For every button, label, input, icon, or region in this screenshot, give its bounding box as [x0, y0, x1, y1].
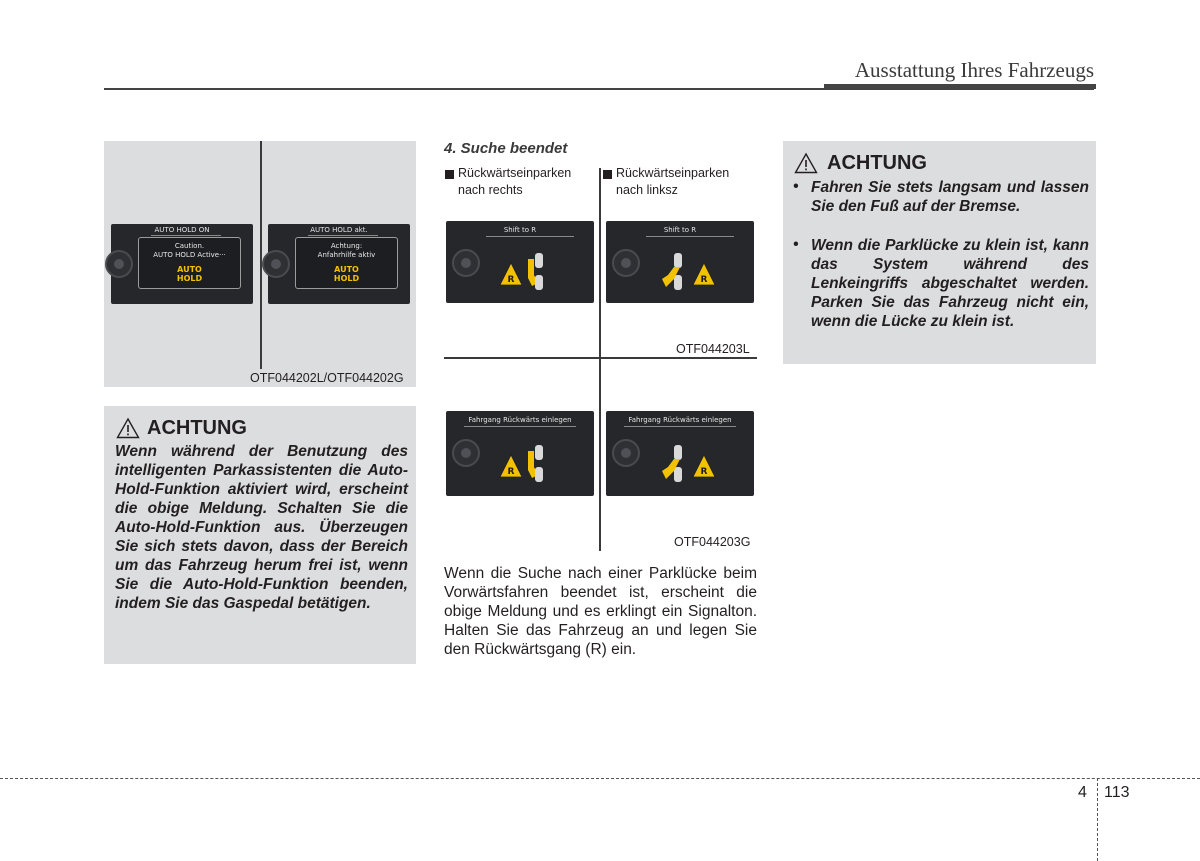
section-body-text: Wenn die Suche nach einer Parklücke beim Vorwärtsfahren beendet ist, erscheint die obige Meldung und es erklingt ein Signalton. Halten Sie das Fahrzeug an und legen Sie den Rückwärtsgang (R) ein.: [444, 565, 757, 658]
bullet-dot: •: [793, 236, 799, 253]
warning-title: ACHTUNG: [147, 417, 247, 439]
display-title-underline: [646, 236, 734, 237]
display-message-box: [138, 237, 241, 289]
auto-hold-badge-line1: AUTO: [177, 265, 202, 274]
label-left-parking: [616, 165, 729, 199]
page-header-title: Ausstattung Ihres Fahrzeugs: [854, 58, 1094, 82]
park-display-top-left-parking: [606, 221, 754, 303]
label-left-line1: Rückwärtseinparken: [616, 166, 730, 180]
warning-title: ACHTUNG: [827, 152, 927, 174]
display-title-underline: [151, 235, 221, 236]
bullet-dot: •: [793, 178, 799, 195]
auto-hold-badge-line1: AUTO: [334, 265, 359, 274]
warning-bullet-text: Wenn die Parklücke zu klein ist, kann das System während des Lenkeingriffs abgeschaltet werden. Parken Sie das Fahrzeug nicht ein, wenn die Lücke zu klein ist.: [811, 237, 1089, 330]
label-left-line2: nach linksz: [616, 183, 678, 197]
display-message-line1: Achtung:: [330, 242, 363, 250]
display-message-line2: Anfahrhilfe aktiv: [317, 251, 376, 259]
display-title-underline: [464, 426, 576, 427]
park-display-bottom-right-parking: [446, 411, 594, 496]
display-title: Fahrgang Rückwärts einlegen: [628, 416, 732, 424]
dial-icon: [452, 249, 480, 277]
square-bullet-icon: [445, 170, 454, 179]
display-title: Shift to R: [503, 226, 537, 234]
auto-hold-display-en: [111, 224, 253, 304]
footer-dashed-rule: [0, 778, 1200, 779]
car-top-icon: [535, 467, 543, 482]
label-right-line1: Rückwärtseinparken: [458, 166, 572, 180]
display-title: AUTO HOLD ON: [154, 226, 210, 234]
label-right-line2: nach rechts: [458, 183, 523, 197]
park-display-top-right-parking: [446, 221, 594, 303]
car-top-icon: [674, 253, 682, 268]
auto-hold-display-de: [268, 224, 410, 304]
figure-caption: OTF044202L/OTF044202G: [250, 371, 404, 385]
dial-icon: [612, 439, 640, 467]
gear-r-letter: R: [507, 467, 515, 477]
display-title-underline: [308, 235, 378, 236]
car-top-icon: [535, 253, 543, 268]
display-title: AUTO HOLD akt.: [310, 226, 368, 234]
car-top-icon: [535, 275, 543, 290]
figure-grid-hline: [444, 357, 757, 359]
label-right-parking: [458, 165, 571, 199]
warning-text: Wenn während der Benutzung des intelligenten Parkassistenten die Auto-Hold-Funktion aktiviert wird, erscheint die obige Meldung. Schalten Sie die Auto-Hold-Funktion aus. Überzeugen Sie sich stets davon, dass der Bereich um das Fahrzeug herum frei ist, wenn Sie die Auto-Hold-Funktion beenden, indem Sie das Gaspedal betätigen.: [115, 443, 408, 612]
display-message-line2: AUTO HOLD Active···: [153, 251, 226, 259]
auto-hold-badge-line2: HOLD: [333, 274, 360, 283]
dial-icon: [105, 250, 133, 278]
dial-icon: [452, 439, 480, 467]
parking-scene: [652, 245, 722, 297]
warning-triangle-icon: [794, 152, 818, 174]
section-heading: 4. Suche beendet: [444, 140, 568, 157]
chapter-number: 4: [1078, 784, 1087, 801]
parking-scene: [498, 245, 558, 297]
warning-bullet-text: Fahren Sie stets langsam und lassen Sie den Fuß auf der Bremse.: [811, 179, 1089, 215]
display-title-underline: [486, 236, 574, 237]
dial-icon: [262, 250, 290, 278]
display-title: Fahrgang Rückwärts einlegen: [468, 416, 572, 424]
display-message-box: [295, 237, 398, 289]
park-display-bottom-left-parking: [606, 411, 754, 496]
gear-r-letter: R: [507, 275, 515, 285]
header-rule-accent: [824, 84, 1096, 89]
figure-caption-top: OTF044203L: [676, 342, 750, 356]
warning-triangle-icon: [116, 417, 140, 439]
figure-caption-bottom: OTF044203G: [674, 535, 751, 549]
car-top-icon: [535, 445, 543, 460]
car-top-icon: [674, 445, 682, 460]
parking-scene: [652, 437, 722, 489]
figure-grid-vline: [599, 168, 601, 551]
display-title-underline: [624, 426, 736, 427]
dial-icon: [612, 249, 640, 277]
square-bullet-icon: [603, 170, 612, 179]
figure-divider: [260, 141, 262, 369]
gear-r-letter: R: [700, 467, 708, 477]
page-number: 113: [1104, 784, 1130, 801]
display-message-line1: Caution.: [174, 242, 205, 250]
auto-hold-badge-line2: HOLD: [176, 274, 203, 283]
display-title: Shift to R: [663, 226, 697, 234]
figure-auto-hold-panel: [104, 141, 416, 387]
parking-scene: [498, 437, 558, 489]
footer-dashed-divider: [1097, 778, 1098, 861]
car-top-icon: [674, 467, 682, 482]
car-top-icon: [674, 275, 682, 290]
gear-r-letter: R: [700, 275, 708, 285]
